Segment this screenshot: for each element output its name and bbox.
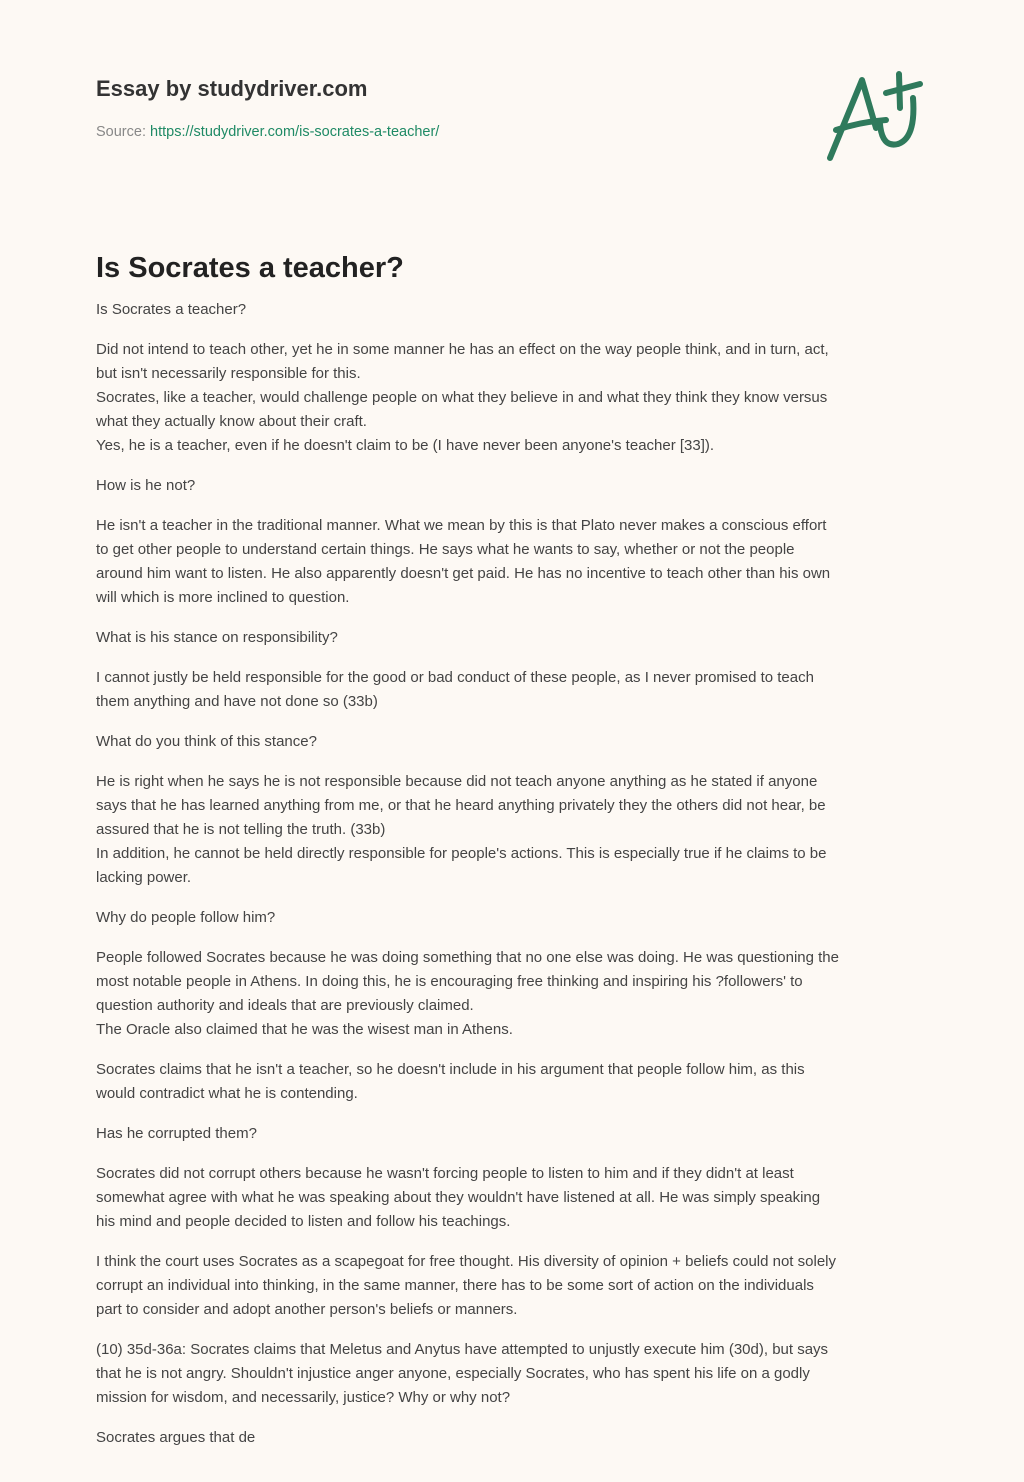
paragraph-line: People followed Socrates because he was doing something that no one else was doing. He was questioning the [96, 949, 839, 966]
essay-paragraph [96, 1122, 936, 1146]
paragraph-line: Socrates argues that de [96, 1429, 256, 1446]
paragraph-line: He is right when he says he is not responsible because did not teach anyone anything as he stated if anyone [96, 773, 818, 790]
paragraph-line: Why do people follow him? [96, 909, 276, 926]
paragraph-line: What do you think of this stance? [96, 733, 317, 750]
paragraph-line: I think the court uses Socrates as a scapegoat for free thought. His diversity of opinion + beliefs could not solely [96, 1253, 836, 1270]
paragraph-line: Is Socrates a teacher? [96, 301, 247, 318]
paragraph-line: What is his stance on responsibility? [96, 629, 338, 646]
paragraph-line: corrupt an individual into thinking, in the same manner, there has to be some sort of action on the individuals [96, 1277, 814, 1294]
paragraph-line: somewhat agree with what he was speaking about they wouldn't have listened at all. He was simply speaking [96, 1189, 821, 1206]
essay-paragraph [96, 1338, 936, 1410]
paragraph-line: them anything and have not done so (33b) [96, 693, 378, 710]
paragraph-line: In addition, he cannot be held directly responsible for people's actions. This is especially true if he claims to be [96, 845, 827, 862]
essay-paragraph [96, 298, 936, 322]
paragraph-line: lacking power. [96, 869, 192, 886]
site-title: Essay by studydriver.com [96, 76, 368, 101]
essay-paragraph [96, 1162, 936, 1234]
paragraph-line: question authority and ideals that are previously claimed. [96, 997, 474, 1014]
a-plus-logo-icon [810, 60, 940, 170]
paragraph-line: The Oracle also claimed that he was the wisest man in Athens. [96, 1021, 513, 1038]
paragraph-line: part to consider and adopt another person's beliefs or manners. [96, 1301, 518, 1318]
paragraph-line: would contradict what he is contending. [96, 1085, 358, 1102]
essay-paragraph [96, 626, 936, 650]
essay-paragraph [96, 1058, 936, 1106]
paragraph-line: will which is more inclined to question. [96, 589, 350, 606]
essay-paragraph [96, 514, 936, 610]
paragraph-line: assured that he is not telling the truth. (33b) [96, 821, 386, 838]
paragraph-line: (10) 35d-36a: Socrates claims that Meletus and Anytus have attempted to unjustly execute him (30d), but says [96, 1341, 829, 1358]
paragraph-line: most notable people in Athens. In doing this, he is encouraging free thinking and inspiring his ?followers' to [96, 973, 803, 990]
essay-paragraph [96, 1426, 936, 1450]
essay-paragraph [96, 730, 936, 754]
essay-paragraph [96, 474, 936, 498]
paragraph-line: but isn't necessarily responsible for this. [96, 365, 361, 382]
paragraph-line: says that he has learned anything from me, or that he heard anything privately they the others did not hear, be [96, 797, 826, 814]
paragraph-line: He isn't a teacher in the traditional manner. What we mean by this is that Plato never makes a conscious effort [96, 517, 827, 534]
paragraph-line: that he is not angry. Shouldn't injustice anger anyone, especially Socrates, who has spent his life on a godly [96, 1365, 810, 1382]
essay-paragraph [96, 1250, 936, 1322]
paragraph-line: Has he corrupted them? [96, 1125, 257, 1142]
paragraph-line: Socrates, like a teacher, would challenge people on what they believe in and what they think they know versus [96, 389, 828, 406]
source-label: Source: [96, 124, 146, 140]
paragraph-line: Did not intend to teach other, yet he in some manner he has an effect on the way people think, and in turn, act, [96, 341, 829, 358]
paragraph-line: Yes, he is a teacher, even if he doesn't claim to be (I have never been anyone's teacher [33]). [96, 437, 715, 454]
paragraph-line: Socrates claims that he isn't a teacher, so he doesn't include in his argument that people follow him, as this [96, 1061, 805, 1078]
essay-paragraph [96, 770, 936, 890]
paragraph-line: Socrates did not corrupt others because he wasn't forcing people to listen to him and if they didn't at least [96, 1165, 794, 1182]
source-link[interactable]: https://studydriver.com/is-socrates-a-teacher/ [150, 124, 440, 140]
paragraph-line: what they actually know about their craft. [96, 413, 367, 430]
paragraph-line: mission for wisdom, and necessarily, justice? Why or why not? [96, 1389, 511, 1406]
paragraph-line: I cannot justly be held responsible for the good or bad conduct of these people, as I never promised to teach [96, 669, 814, 686]
paragraph-line: to get other people to understand certain things. He says what he wants to say, whether or not the people [96, 541, 795, 558]
paragraph-line: How is he not? [96, 477, 196, 494]
essay-paragraph [96, 338, 936, 458]
essay-title: Is Socrates a teacher? [96, 252, 404, 284]
paragraph-line: around him want to listen. He also apparently doesn't get paid. He has no incentive to teach other than his own [96, 565, 831, 582]
essay-paragraph [96, 666, 936, 714]
source-line [96, 124, 439, 140]
essay-body [96, 298, 936, 1466]
essay-paragraph [96, 906, 936, 930]
essay-paragraph [96, 946, 936, 1042]
paragraph-line: his mind and people decided to listen and follow his teachings. [96, 1213, 511, 1230]
